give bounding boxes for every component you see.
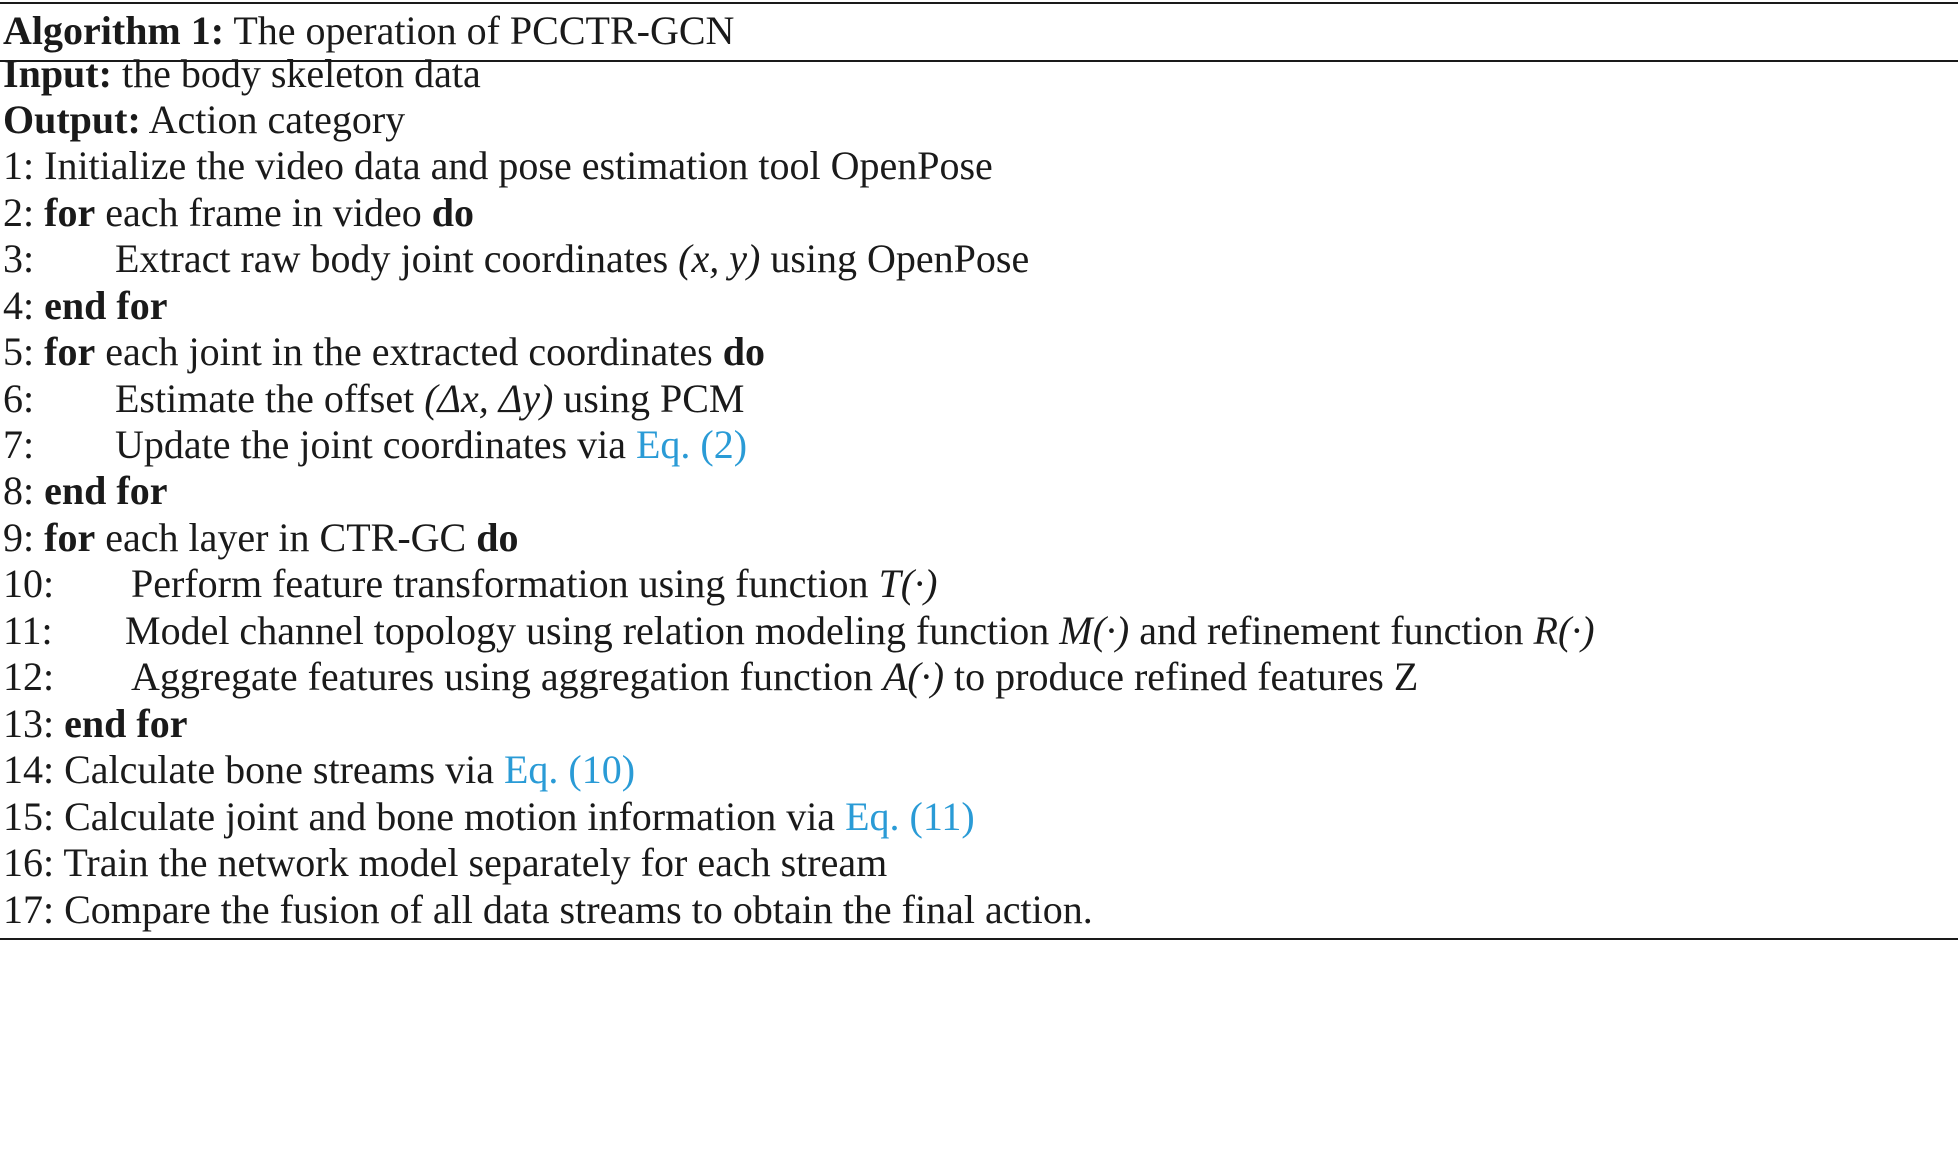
- keyword-for: for: [44, 329, 96, 374]
- step-math: T(·): [878, 561, 938, 606]
- step-text: Compare the fusion of all data streams to obtain the final action.: [64, 887, 1093, 932]
- step-number: 3:: [3, 236, 35, 281]
- step-text: Initialize the video data and pose estimation tool OpenPose: [44, 143, 993, 188]
- step-text-2: using OpenPose: [770, 236, 1030, 281]
- step-text: Calculate bone streams via: [64, 747, 494, 792]
- step-number: 13:: [3, 701, 55, 746]
- algorithm-label: Algorithm 1:: [3, 8, 225, 53]
- step-text: Update the joint coordinates via: [115, 422, 626, 467]
- bottom-rule: [0, 938, 1958, 940]
- step-number: 12:: [3, 654, 55, 699]
- keyword-do: do: [722, 329, 765, 374]
- keyword-for: for: [44, 515, 96, 560]
- equation-link[interactable]: Eq. (10): [503, 747, 636, 792]
- step-text: Perform feature transformation using function: [131, 561, 869, 606]
- step-text-2: and refinement function: [1139, 608, 1524, 653]
- step-text: Extract raw body joint coordinates: [115, 236, 669, 281]
- step-text: each joint in the extracted coordinates: [105, 329, 713, 374]
- step-text: Calculate joint and bone motion information via: [64, 794, 836, 839]
- keyword-do: do: [476, 515, 519, 560]
- step-number: 8:: [3, 468, 35, 513]
- step-number: 9:: [3, 515, 35, 560]
- step-number: 4:: [3, 283, 35, 328]
- step-text: each layer in CTR-GC: [105, 515, 467, 560]
- keyword-end-for: end for: [64, 701, 188, 746]
- step-math: A(·): [882, 654, 945, 699]
- step-number: 14:: [3, 747, 55, 792]
- keyword-for: for: [44, 190, 96, 235]
- input-text: the body skeleton data: [121, 51, 481, 96]
- step-math: (Δx, Δy): [424, 376, 554, 421]
- step-number: 16:: [3, 840, 55, 885]
- step-number: 15:: [3, 794, 55, 839]
- step-17: [3, 881, 1093, 939]
- step-number: 7:: [3, 422, 35, 467]
- step-math-2: R(·): [1533, 608, 1595, 653]
- equation-link[interactable]: Eq. (11): [845, 794, 975, 839]
- step-math: M(·): [1059, 608, 1130, 653]
- step-number: 10:: [3, 561, 55, 606]
- step-text: Aggregate features using aggregation function: [131, 654, 873, 699]
- keyword-end-for: end for: [44, 283, 168, 328]
- step-number: 5:: [3, 329, 35, 374]
- step-math: (x, y): [678, 236, 761, 281]
- algorithm-title: The operation of PCCTR-GCN: [233, 8, 735, 53]
- keyword-end-for: end for: [44, 468, 168, 513]
- keyword-do: do: [431, 190, 474, 235]
- input-label: Input:: [3, 51, 112, 96]
- step-text-2: using PCM: [563, 376, 745, 421]
- step-number: 1:: [3, 143, 35, 188]
- step-12: [3, 648, 1418, 706]
- step-text: Train the network model separately for each stream: [63, 840, 888, 885]
- step-number: 6:: [3, 376, 35, 421]
- step-number: 11:: [3, 608, 53, 653]
- equation-link[interactable]: Eq. (2): [635, 422, 748, 467]
- step-text-2: to produce refined features Z: [954, 654, 1419, 699]
- step-text: Model channel topology using relation modeling function: [125, 608, 1050, 653]
- step-number: 17:: [3, 887, 55, 932]
- output-label: Output:: [3, 97, 141, 142]
- output-text: Action category: [148, 97, 406, 142]
- step-text: Estimate the offset: [115, 376, 415, 421]
- step-text: each frame in video: [105, 190, 422, 235]
- step-number: 2:: [3, 190, 35, 235]
